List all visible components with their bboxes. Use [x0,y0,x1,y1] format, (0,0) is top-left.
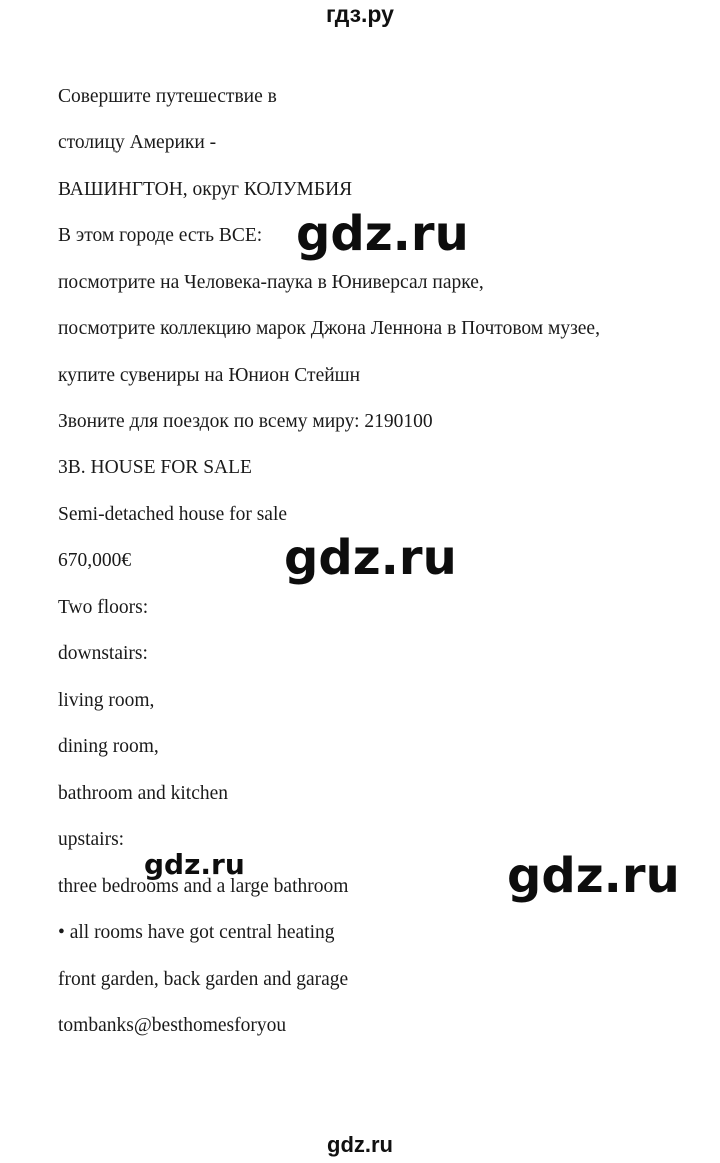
text-line: купите сувениры на Юнион Стейшн [58,365,361,386]
text-line: столицу Америки - [58,132,217,153]
text-line: Semi-detached house for sale [58,504,288,525]
bullet-line: • all rooms have got central heating [58,922,335,943]
site-footer[interactable]: gdz.ru [327,1132,393,1157]
text-line: посмотрите коллекцию марок Джона Леннона в Почтовом музее, [58,318,600,339]
watermark-logo: gdz.ru [144,848,245,881]
site-header[interactable]: гдз.ру [326,1,394,27]
watermark-logo: gdz.ru [284,530,457,586]
text-line: bathroom and kitchen [58,783,229,804]
text-line: В этом городе есть ВСЕ: [58,225,263,246]
watermark-logo: gdz.ru [296,206,469,262]
watermark-logo: gdz.ru [507,848,680,904]
text-line: Two floors: [58,597,149,618]
text-line: Звоните для поездок по всему миру: 2190100 [58,411,433,432]
text-line: three bedrooms and a large bathroom [58,876,349,897]
text-line: downstairs: [58,643,148,664]
text-line: living room, [58,690,155,711]
text-line: upstairs: [58,829,125,850]
text-line: dining room, [58,736,159,757]
section-heading: 3B. HOUSE FOR SALE [58,457,252,478]
text-line: Совершите путешествие в [58,86,277,107]
price-text: 670,000€ [58,550,132,571]
text-line: посмотрите на Человека-паука в Юниверсал парке, [58,272,484,293]
email-text: tombanks@besthomesforyou [58,1015,287,1036]
text-line: ВАШИНГТОН, округ КОЛУМБИЯ [58,179,353,200]
text-line: front garden, back garden and garage [58,969,349,990]
